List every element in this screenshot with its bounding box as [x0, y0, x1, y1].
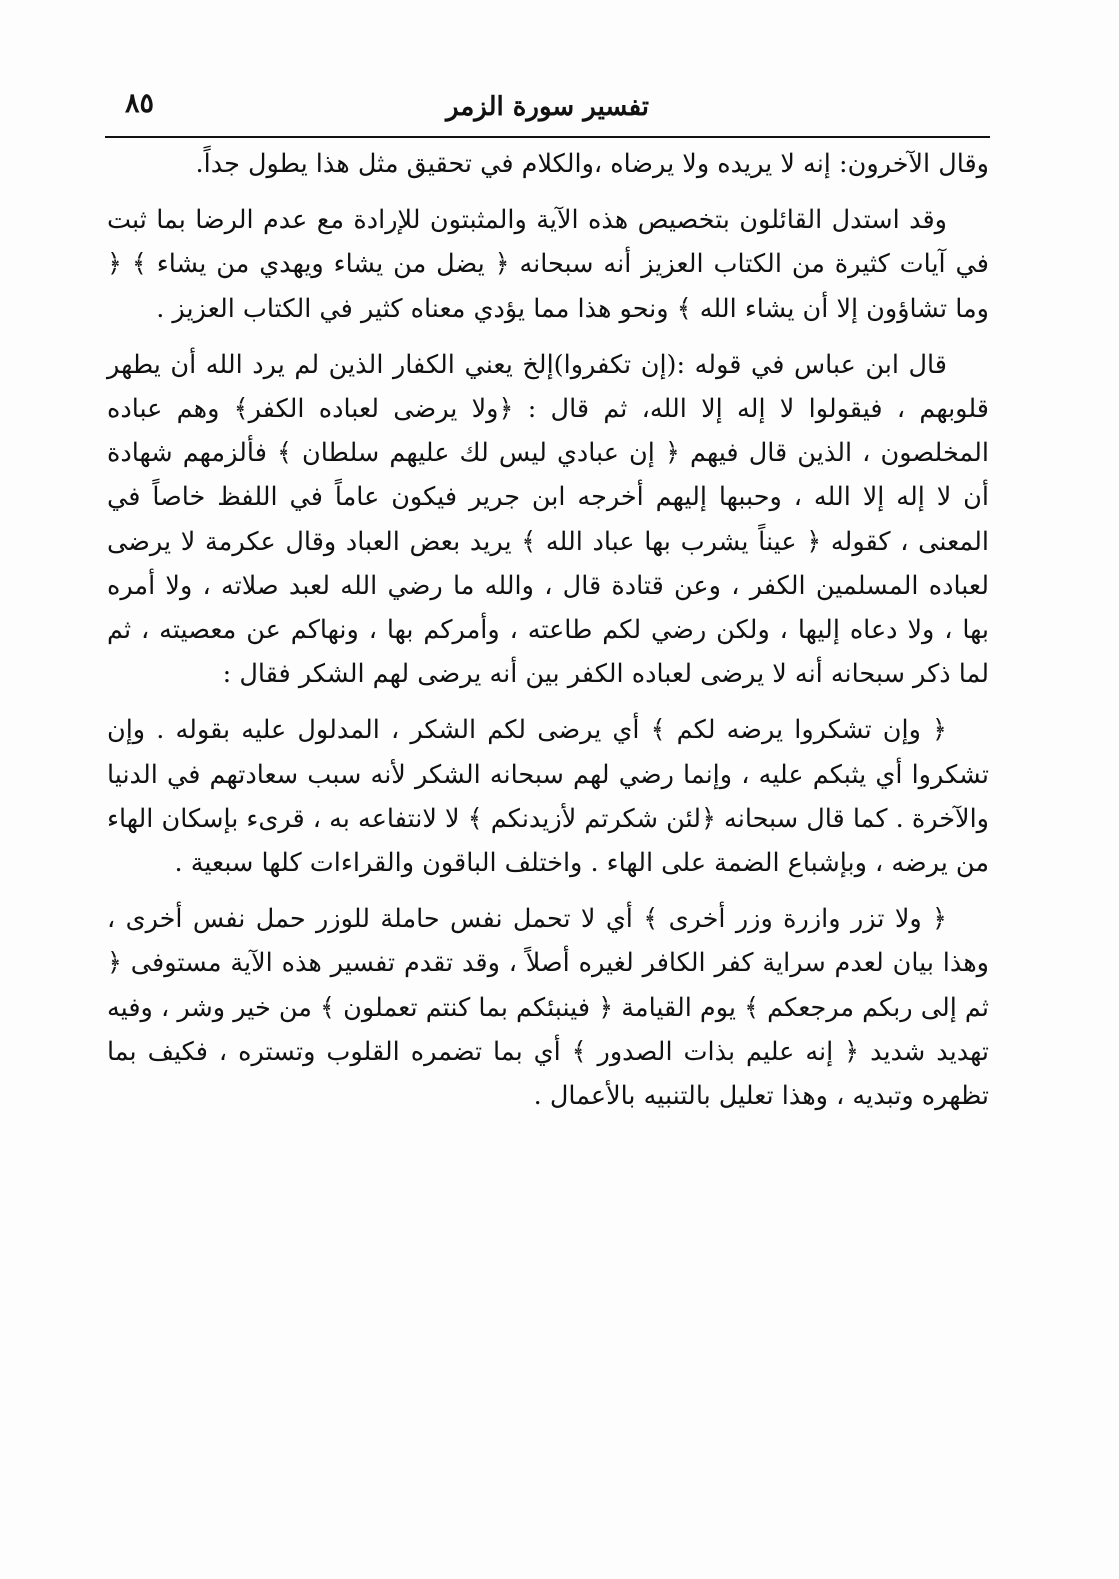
body-text	[107, 142, 989, 1130]
page-header	[105, 86, 990, 138]
paragraph-5: ﴿ ولا تزر وازرة وزر أخرى ﴾ أي لا تحمل نفس حاملة للوزر حمل نفس أخرى ، وهذا بيان لعدم سراية كفر الكافر لغيره أصلاً ، وقد تقدم تفسير هذه الآية مستوفى ﴿ ثم إلى ربكم مرجعكم ﴾ يوم القيامة ﴿ فينبئكم بما كنتم تعملون ﴾ من خير وشر ، وفيه تهديد شديد ﴿ إنه عليم بذات الصدور ﴾ أي بما تضمره القلوب وتستره ، فكيف بما تظهره وتبديه ، وهذا تعليل بالتنبيه بالأعمال .	[107, 904, 989, 1112]
running-title: تفسير سورة الزمر	[445, 92, 650, 122]
paragraph-2: وقد استدل القائلون بتخصيص هذه الآية والمثبتون للإرادة مع عدم الرضا بما ثبت في آيات كثيرة من الكتاب العزيز أنه سبحانه ﴿ يضل من يشاء ويهدي من يشاء ﴾ ﴿ وما تشاؤون إلا أن يشاء الله ﴾ ونحو هذا مما يؤدي معناه كثير في الكتاب العزيز .	[107, 205, 989, 324]
paragraph-1: وقال الآخرون: إنه لا يريده ولا يرضاه ،والكلام في تحقيق مثل هذا يطول جداً.	[195, 149, 989, 179]
paragraph-3: قال ابن عباس في قوله :(إن تكفروا)إلخ يعني الكفار الذين لم يرد الله أن يطهر قلوبهم ، فيقولوا لا إله إلا الله، ثم قال : ﴿ولا يرضى لعباده الكفر﴾ وهم عباده المخلصون ، الذين قال فيهم ﴿ إن عبادي ليس لك عليهم سلطان ﴾ فألزمهم شهادة أن لا إله إلا الله ، وحببها إليهم أخرجه ابن جرير فيكون عاماً في اللفظ خاصاً في المعنى ، كقوله ﴿ عيناً يشرب بها عباد الله ﴾ يريد بعض العباد وقال عكرمة لا يرضى لعباده المسلمين الكفر ، وعن قتادة قال ، والله ما رضي الله لعبد صلاته ، ولا أمره بها ، ولا دعاه إليها ، ولكن رضي لكم طاعته ، وأمركم بها ، ونهاكم عن معصيته ، ثم لما ذكر سبحانه أنه لا يرضى لعباده الكفر بين أنه يرضى لهم الشكر فقال :	[107, 349, 989, 690]
page-number: ٨٥	[125, 88, 155, 119]
paragraph-4: ﴿ وإن تشكروا يرضه لكم ﴾ أي يرضى لكم الشكر ، المدلول عليه بقوله . وإن تشكروا أي يثبكم عليه ، وإنما رضي لهم سبحانه الشكر لأنه سبب سعادتهم في الدنيا والآخرة . كما قال سبحانه ﴿لئن شكرتم لأزيدنكم ﴾ لا لانتفاعه به ، قرىء بإسكان الهاء من يرضه ، وبإشباع الضمة على الهاء . واختلف الباقون والقراءات كلها سبعية .	[107, 715, 989, 879]
